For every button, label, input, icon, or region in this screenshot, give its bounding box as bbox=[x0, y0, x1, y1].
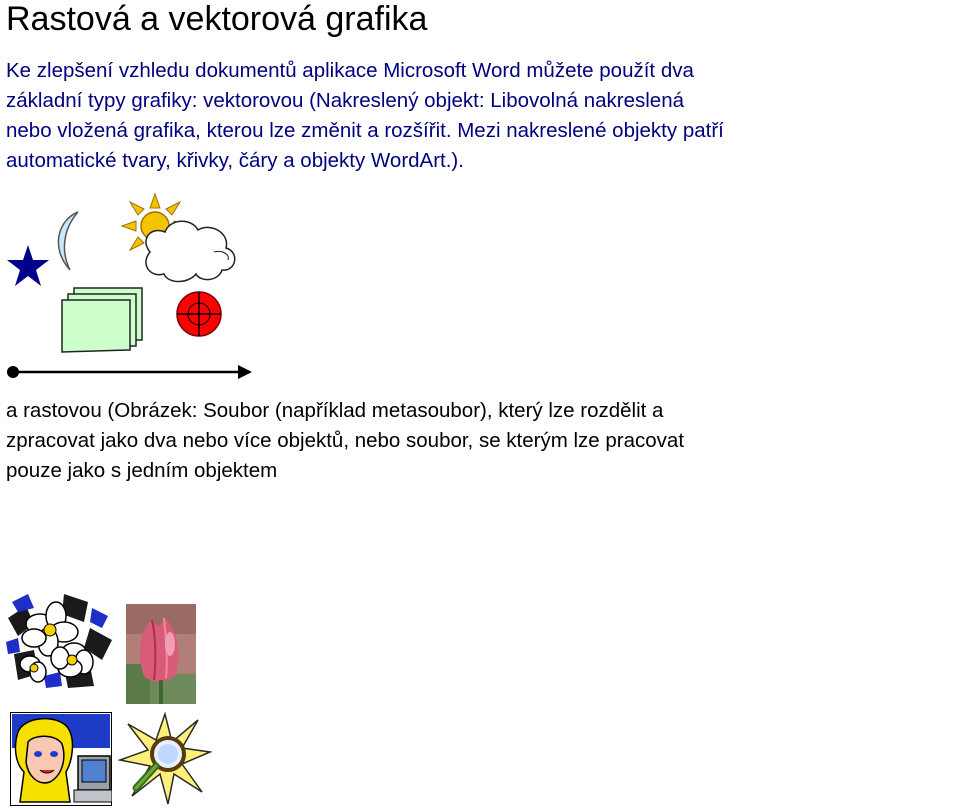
raster-paragraph-line: a rastovou (Obrázek: Soubor (například metasoubor), který lze rozdělit a bbox=[6, 399, 664, 422]
woman-computer-clipart bbox=[10, 712, 112, 806]
arrow-line-icon bbox=[7, 365, 252, 379]
raster-paragraph-line: pouze jako s jedním objektem bbox=[6, 459, 278, 482]
cards-icon bbox=[62, 288, 142, 352]
star-icon bbox=[7, 245, 49, 286]
vector-shapes-illustration bbox=[0, 190, 260, 390]
vector-paragraph-line: základní typy grafiky: vektorovou (Nakreslený objekt: Libovolná nakreslená bbox=[6, 89, 684, 112]
target-icon bbox=[177, 292, 221, 336]
raster-graphics-paragraph bbox=[6, 396, 958, 486]
tulip-clipart bbox=[126, 604, 196, 704]
vector-paragraph-line: automatické tvary, křivky, čáry a objekty WordArt.). bbox=[6, 149, 464, 172]
magnifier-burst-clipart bbox=[118, 712, 212, 806]
page-title: Rastová a vektorová grafika bbox=[6, 0, 428, 38]
vector-graphics-paragraph bbox=[6, 56, 958, 176]
moon-icon bbox=[58, 212, 78, 270]
vector-paragraph-line: Ke zlepšení vzhledu dokumentů aplikace Microsoft Word můžete použít dva bbox=[6, 59, 694, 82]
cloud-icon bbox=[146, 221, 235, 281]
vector-paragraph-line: nebo vložená grafika, kterou lze změnit a rozšířit. Mezi nakreslené objekty patří bbox=[6, 119, 724, 142]
flowers-clipart bbox=[4, 588, 116, 690]
raster-paragraph-line: zpracovat jako dva nebo více objektů, nebo soubor, se kterým lze pracovat bbox=[6, 429, 685, 452]
